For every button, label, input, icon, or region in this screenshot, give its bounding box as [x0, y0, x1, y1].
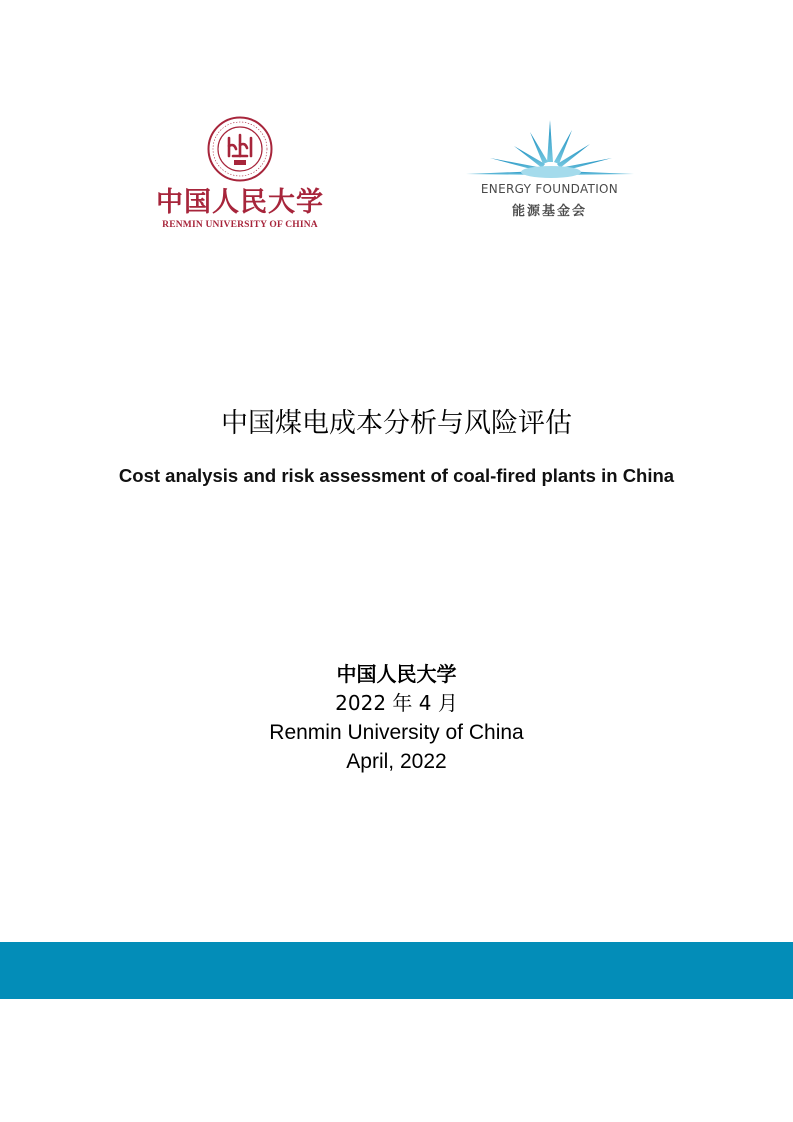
- energy-foundation-logo: [462, 118, 637, 222]
- university-seal-icon: [207, 116, 273, 182]
- ef-english-name: ENERGY FOUNDATION: [480, 182, 619, 196]
- publish-date-english: April, 2022: [346, 750, 447, 773]
- report-title-chinese: 中国煤电成本分析与风险评估: [221, 408, 572, 439]
- publisher-name-english: Renmin University of China: [269, 721, 524, 744]
- ef-chinese-name: 能源基金会: [511, 204, 587, 219]
- starburst-icon: [462, 118, 637, 182]
- ruc-chinese-name: 中国人民大学: [156, 187, 324, 218]
- report-title-english: Cost analysis and risk assessment of coal-fired plants in China: [118, 465, 675, 486]
- footer-color-band: [0, 942, 793, 999]
- renmin-university-logo: [150, 116, 330, 236]
- ruc-english-name: RENMIN UNIVERSITY OF CHINA: [162, 220, 318, 230]
- publisher-block: [0, 660, 793, 776]
- publish-date-chinese: 2022 年 4 月: [335, 691, 458, 715]
- publisher-name-chinese: 中国人民大学: [336, 662, 457, 686]
